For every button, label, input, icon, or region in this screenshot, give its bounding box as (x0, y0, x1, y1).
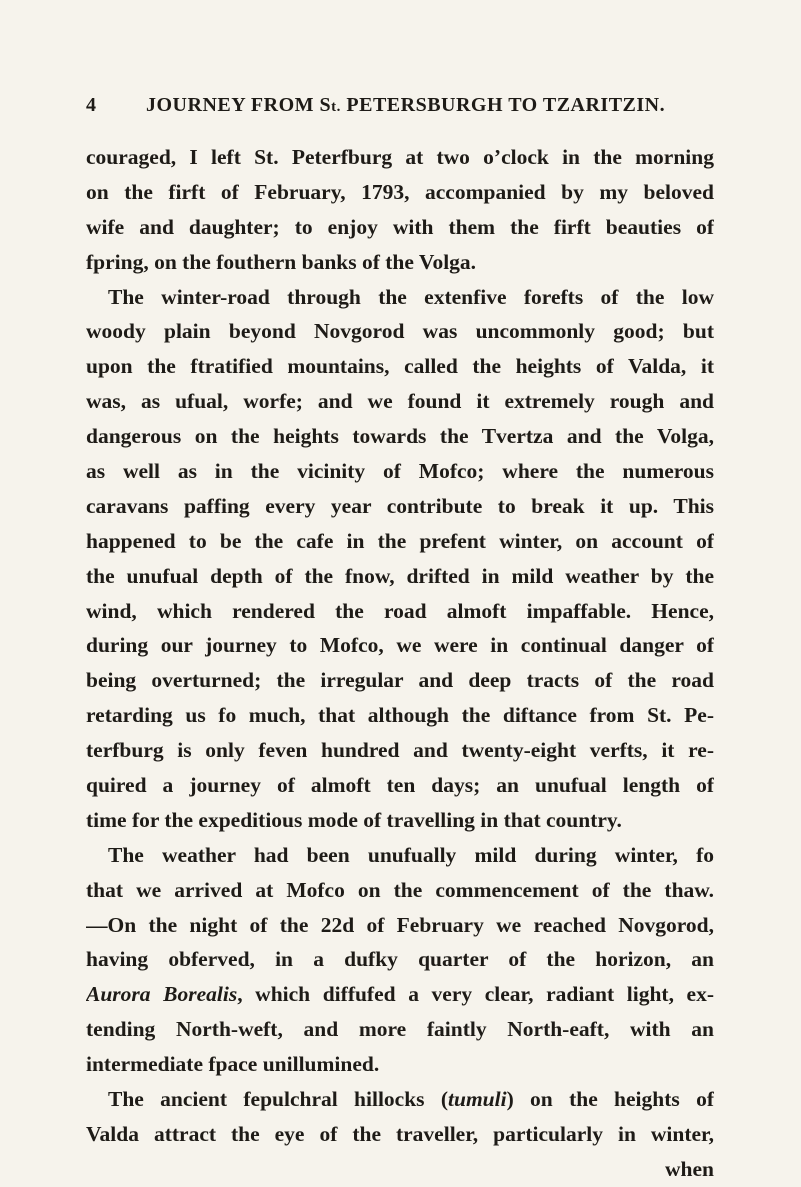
text-line: couraged, I left St. Peterfburg at two o’clock in the morning (86, 145, 714, 169)
page-header (86, 94, 666, 128)
text-line: being overturned; the irregular and deep tracts of the road (86, 668, 714, 693)
text-line: having obferved, in a dufky quarter of the horizon, an (86, 947, 714, 972)
text-line: time for the expeditious mode of travelling in that country. (86, 807, 622, 832)
text-line: tending North-weft, and more faintly North-eaft, with an (86, 1017, 714, 1042)
body-text (86, 140, 714, 1187)
text-line: The ancient fepulchral hillocks (tumuli) on the heights of (108, 1087, 714, 1112)
catchword: when (665, 1156, 714, 1181)
text-line: intermediate fpace unillumined. (86, 1052, 380, 1077)
text-line: fpring, on the fouthern banks of the Volga. (86, 249, 477, 274)
text-line: wife and daughter; to enjoy with them the firft beauties of (86, 214, 714, 239)
text-line: dangerous on the heights towards the Tvertza and the Volga, (86, 424, 714, 449)
text-line: as well as in the vicinity of Mofco; where the numerous (86, 459, 714, 484)
text-line: woody plain beyond Novgorod was uncommonly good; but (86, 319, 714, 344)
text-line: quired a journey of almoft ten days; an unufual length of (86, 773, 714, 798)
text-line: Valda attract the eye of the traveller, particularly in winter, (86, 1121, 714, 1146)
text-line: the unufual depth of the fnow, drifted in mild weather by the (86, 563, 714, 588)
running-head: JOURNEY FROM St. PETERSBURGH TO TZARITZIN. (146, 94, 666, 116)
text-line: caravans paffing every year contribute to break it up. This (86, 493, 714, 518)
text-line: was, as ufual, worfe; and we found it extremely rough and (86, 389, 714, 414)
text-line: —On the night of the 22d of February we reached Novgorod, (86, 912, 714, 937)
text-line: on the firft of February, 1793, accompanied by my beloved (86, 179, 714, 204)
page-number: 4 (86, 94, 96, 116)
text-line: terfburg is only feven hundred and twenty-eight verfts, it re- (86, 738, 714, 763)
text-line: retarding us fo much, that although the diftance from St. Pe- (86, 703, 714, 728)
text-line: during our journey to Mofco, we were in continual danger of (86, 633, 714, 658)
text-line: The winter-road through the extenfive forefts of the low (108, 284, 714, 309)
text-line: Aurora Borealis, which diffufed a very clear, radiant light, ex- (86, 982, 714, 1007)
text-line: upon the ftratified mountains, called the heights of Valda, it (86, 354, 714, 379)
text-line: wind, which rendered the road almoft impaffable. Hence, (86, 598, 714, 623)
text-line: that we arrived at Mofco on the commencement of the thaw. (86, 877, 714, 902)
text-line: The weather had been unufually mild during winter, fo (108, 842, 714, 867)
text-line: happened to be the cafe in the prefent winter, on account of (86, 528, 714, 553)
